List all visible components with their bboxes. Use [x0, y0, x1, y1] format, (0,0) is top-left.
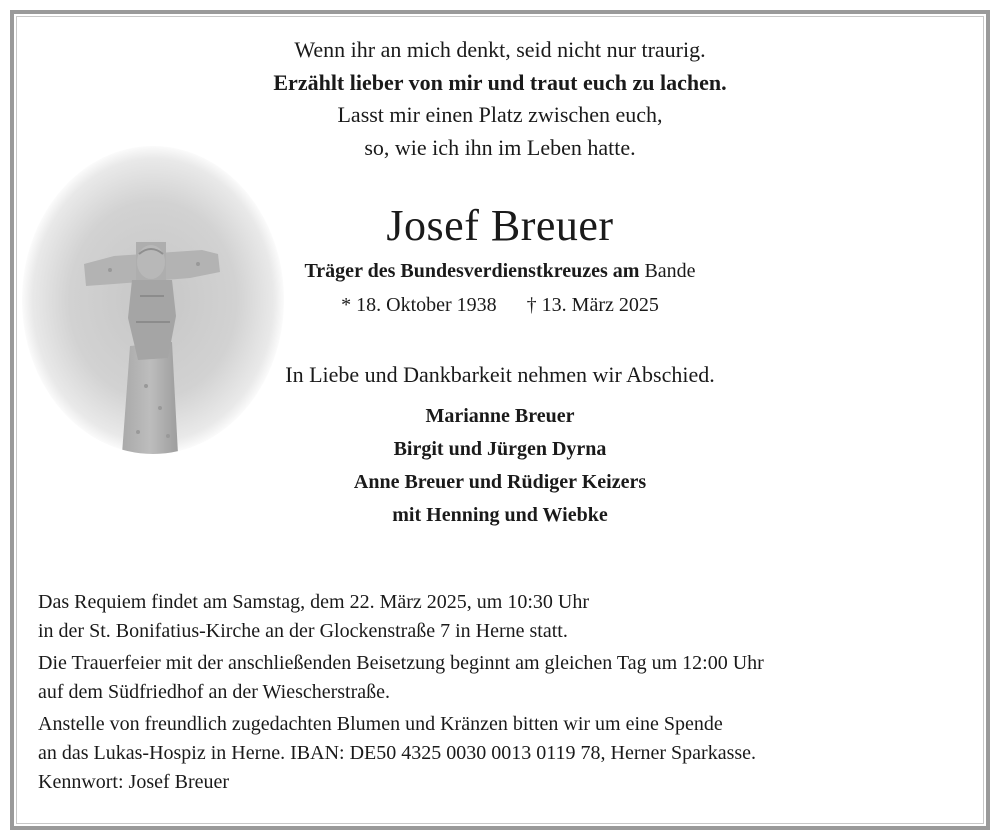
poem — [0, 34, 1000, 164]
poem-line: Lasst mir einen Platz zwischen euch, — [337, 102, 663, 127]
family-member: Marianne Breuer — [425, 405, 575, 427]
poem-line: Erzählt lieber von mir und traut euch zu lachen. — [273, 69, 727, 95]
poem-line: Wenn ihr an mich denkt, seid nicht nur traurig. — [294, 37, 706, 62]
honor-bold: Träger des Bundesverdienstkreuzes am — [304, 260, 640, 282]
info-line: Die Trauerfeier mit der anschließenden Beisetzung beginnt am gleichen Tag um 12:00 Uhr — [38, 652, 764, 674]
poem-line: so, wie ich ihn im Leben hatte. — [364, 134, 636, 160]
service-info — [38, 588, 764, 800]
farewell-text: In Liebe und Dankbarkeit nehmen wir Abschied. — [285, 362, 715, 387]
deceased-name: Josef Breuer — [386, 201, 614, 250]
honor-regular: Bande — [644, 260, 696, 282]
donation-paragraph — [38, 710, 764, 797]
info-line: Das Requiem findet am Samstag, dem 22. März 2025, um 10:30 Uhr — [38, 591, 590, 613]
info-line: auf dem Südfriedhof an der Wiescherstraße. — [38, 681, 391, 703]
family-member: Anne Breuer und Rüdiger Keizers — [353, 471, 647, 493]
family-member: Birgit und Jürgen Dyrna — [393, 438, 607, 460]
death-date: † 13. März 2025 — [526, 294, 659, 316]
info-line: an das Lukas-Hospiz in Herne. IBAN: DE50 4325 0030 0013 0119 78, Herner Sparkasse. — [38, 742, 757, 764]
family-list — [0, 400, 1000, 532]
info-line: in der St. Bonifatius-Kirche an der Glockenstraße 7 in Herne statt. — [38, 620, 568, 642]
birth-date: * 18. Oktober 1938 — [341, 294, 497, 316]
info-line: Kennwort: Josef Breuer — [38, 771, 230, 793]
honor-line — [0, 258, 1000, 284]
info-line: Anstelle von freundlich zugedachten Blumen und Kränzen bitten wir um eine Spende — [38, 713, 723, 735]
family-member: mit Henning und Wiebke — [392, 504, 608, 526]
ceremony-paragraph — [38, 649, 764, 707]
requiem-paragraph — [38, 588, 764, 646]
life-dates — [0, 292, 1000, 318]
